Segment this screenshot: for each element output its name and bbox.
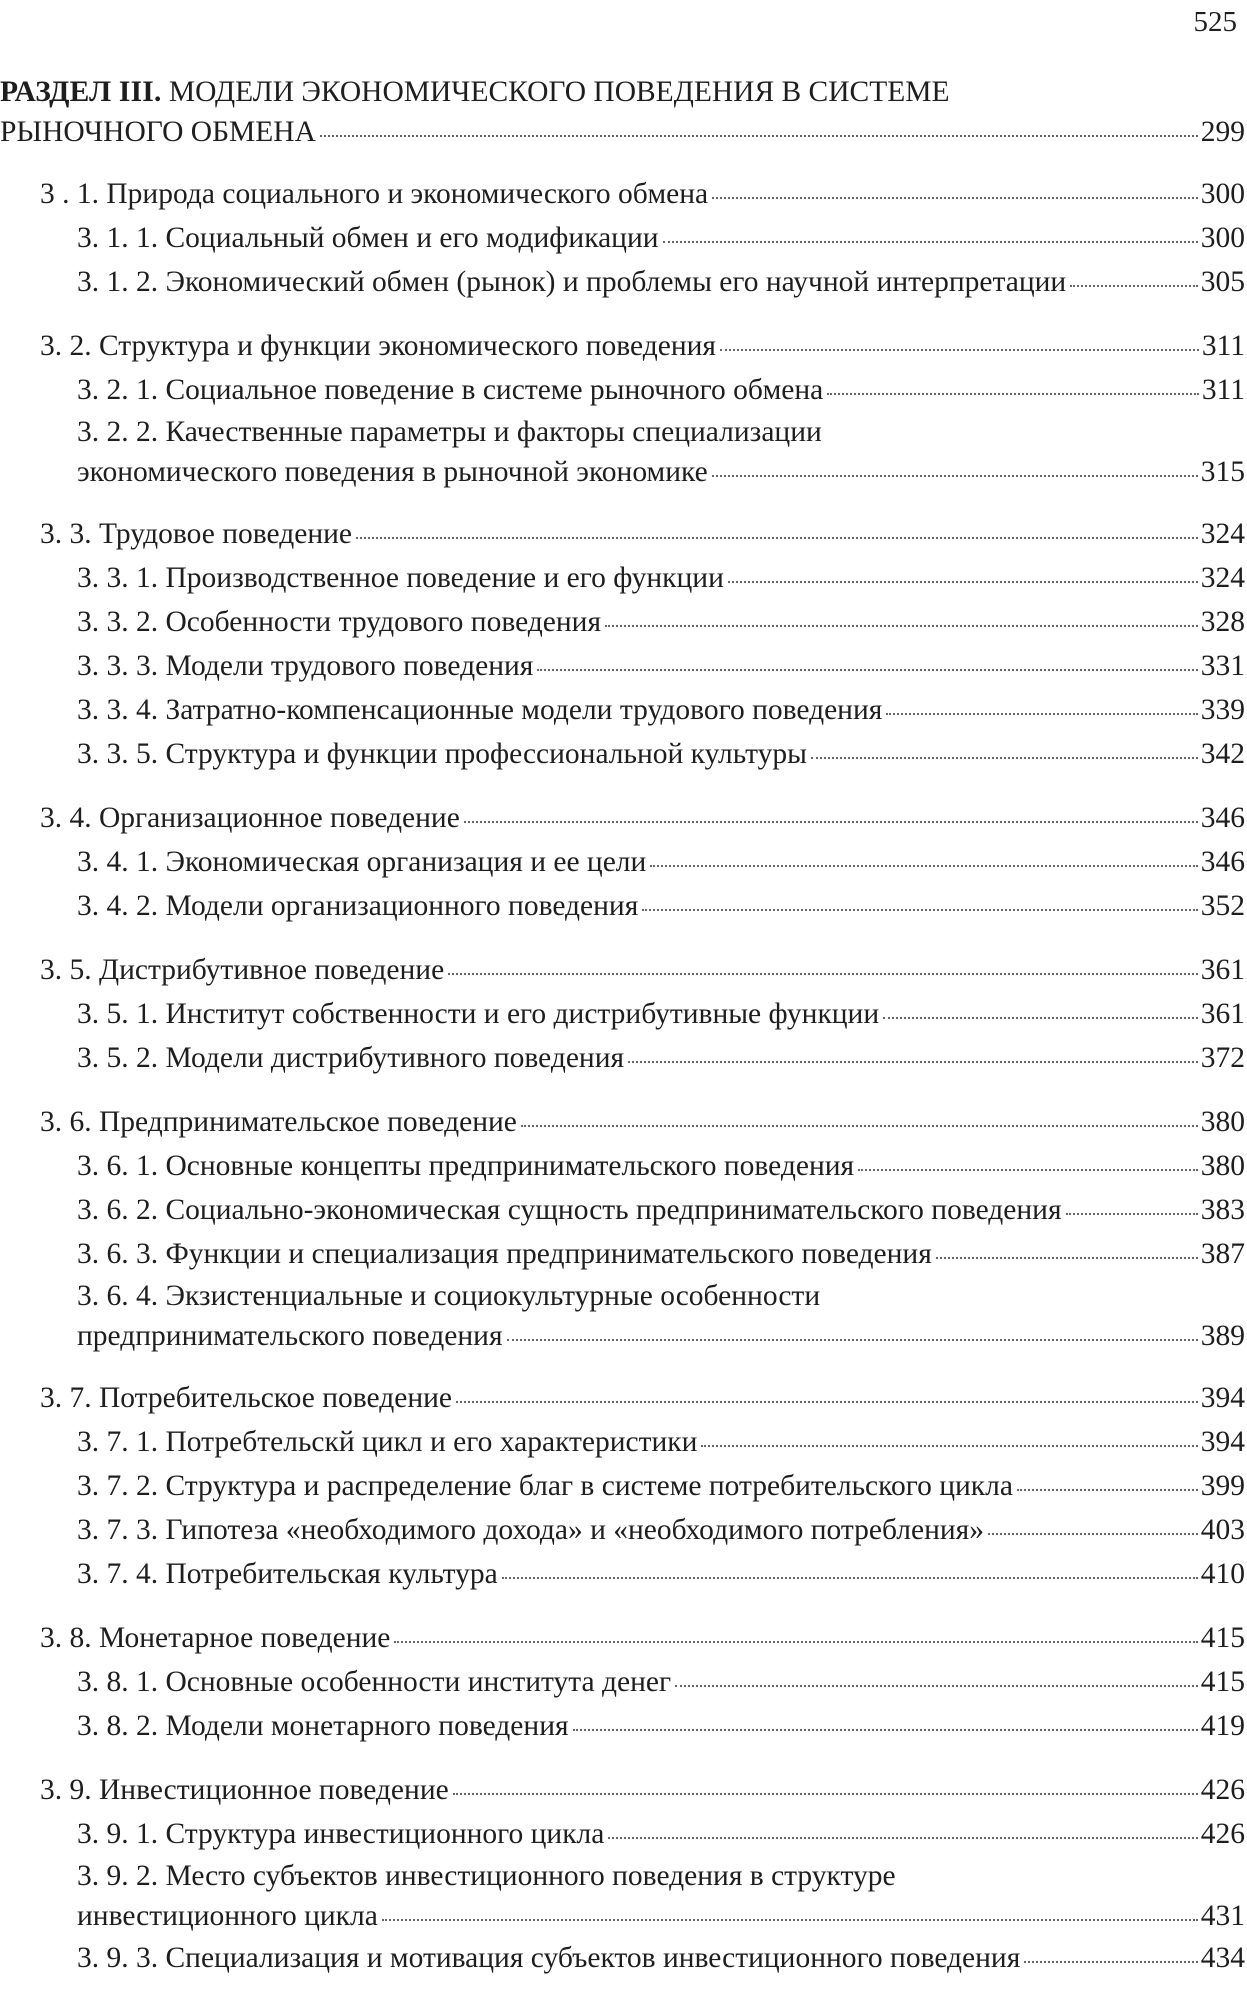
dot-leader [650, 865, 1197, 867]
toc-subsection-entry[interactable] [0, 1188, 1245, 1232]
entry-title: 3. 4. Организационное поведение [40, 802, 460, 834]
entry-title: 3. 3. 5. Структура и функции профессиональной культуры [77, 738, 807, 770]
dot-leader [573, 1729, 1198, 1731]
toc-subsection-entry[interactable] [0, 1464, 1245, 1508]
dot-leader [464, 821, 1198, 823]
entry-title: 3. 9. 3. Специализация и мотивация субъектов инвестиционного поведения [77, 1942, 1021, 1974]
entry-title: 3. 7. 4. Потребительская культура [77, 1558, 498, 1590]
dot-leader [811, 757, 1198, 759]
entry-title: 3. 8. Монетарное поведение [40, 1622, 391, 1654]
dot-leader [605, 625, 1198, 627]
entry-page-number: 315 [1200, 456, 1245, 488]
toc-subsection-entry[interactable] [0, 1552, 1245, 1596]
entry-title-line1: 3. 6. 4. Экзистенциальные и социокультурные особенности [77, 1280, 821, 1312]
entry-page-number: 380 [1200, 1106, 1245, 1138]
entry-page-number: 415 [1200, 1622, 1245, 1654]
entry-page-number: 346 [1200, 802, 1245, 834]
entry-title-line2: предпринимательского поведения [77, 1320, 503, 1352]
entry-title-line1: 3. 2. 2. Качественные параметры и факторы специализации [77, 416, 822, 448]
entry-page-number: 339 [1200, 694, 1245, 726]
entry-title: 3. 5. 2. Модели дистрибутивного поведения [77, 1042, 625, 1074]
toc-subsection-entry[interactable] [0, 1276, 1245, 1356]
entry-title: 3. 7. Потребительское поведение [40, 1382, 452, 1414]
toc-group [0, 1768, 1245, 1980]
toc-subsection-entry[interactable] [0, 412, 1245, 492]
page-number: 525 [1193, 6, 1237, 38]
entry-title: 3. 6. Предпринимательское поведение [40, 1106, 517, 1138]
toc-subsection-entry[interactable] [0, 368, 1245, 412]
toc-chapter-entry[interactable] [0, 1768, 1245, 1812]
toc-subsection-entry[interactable] [0, 992, 1245, 1036]
entry-title-line2: экономического поведения в рыночной экономике [77, 456, 708, 488]
entry-title: 3 . 1. Природа социального и экономического обмена [40, 178, 709, 210]
entry-title: 3. 4. 1. Экономическая организация и ее цели [77, 846, 647, 878]
toc-subsection-entry[interactable] [0, 884, 1245, 928]
dot-leader [675, 1685, 1198, 1687]
toc-chapter-entry[interactable] [0, 948, 1245, 992]
entry-page-number: 415 [1200, 1666, 1245, 1698]
dot-leader [1017, 1489, 1198, 1491]
toc-group [0, 796, 1245, 928]
toc-subsection-entry[interactable] [0, 1144, 1245, 1188]
toc-subsection-entry[interactable] [0, 688, 1245, 732]
entry-title: 3. 5. Дистрибутивное поведение [40, 954, 445, 986]
entry-page-number: 311 [1201, 330, 1245, 362]
toc-group [0, 948, 1245, 1080]
toc-subsection-entry[interactable] [0, 1420, 1245, 1464]
toc-subsection-entry[interactable] [0, 1704, 1245, 1748]
entry-title: 3. 4. 2. Модели организационного поведения [77, 890, 639, 922]
entry-title: 3. 3. 4. Затратно-компенсационные модели трудового поведения [77, 694, 883, 726]
entry-page-number: 387 [1200, 1238, 1245, 1270]
dot-leader [701, 1445, 1197, 1447]
dot-leader [1066, 1213, 1198, 1215]
dot-leader [1070, 285, 1198, 287]
entry-title: 3. 5. 1. Институт собственности и его дистрибутивные функции [77, 998, 880, 1030]
dot-leader [728, 581, 1198, 583]
entry-title: 3. 3. Трудовое поведение [40, 518, 352, 550]
section-label: РАЗДЕЛ III. [0, 76, 162, 108]
dot-leader [320, 135, 1198, 137]
toc-chapter-entry[interactable] [0, 1616, 1245, 1660]
entry-page-number: 300 [1200, 222, 1245, 254]
toc-group [0, 172, 1245, 304]
entry-title: 3. 2. 1. Социальное поведение в системе рыночного обмена [77, 374, 824, 406]
entry-page-number: 426 [1200, 1774, 1245, 1806]
entry-title: 3. 6. 1. Основные концепты предпринимательского поведения [77, 1150, 855, 1182]
toc-subsection-entry[interactable] [0, 216, 1245, 260]
dot-leader [712, 197, 1198, 199]
dot-leader [537, 669, 1197, 671]
toc-chapter-entry[interactable] [0, 1100, 1245, 1144]
entry-page-number: 324 [1200, 562, 1245, 594]
entry-title-line1: 3. 9. 2. Место субъектов инвестиционного поведения в структуре [77, 1860, 896, 1892]
toc-subsection-entry[interactable] [0, 732, 1245, 776]
dot-leader [886, 713, 1197, 715]
entry-page-number: 342 [1200, 738, 1245, 770]
toc-subsection-entry[interactable] [0, 260, 1245, 304]
entry-title: 3. 2. Структура и функции экономического поведения [40, 330, 716, 362]
dot-leader [521, 1125, 1198, 1127]
entry-page-number: 403 [1200, 1514, 1245, 1546]
toc-subsection-entry[interactable] [0, 1232, 1245, 1276]
entry-page-number: 419 [1200, 1710, 1245, 1742]
entry-title: 3. 6. 3. Функции и специализация предпринимательского поведения [77, 1238, 932, 1270]
dot-leader [988, 1533, 1198, 1535]
toc-subsection-entry[interactable] [0, 1660, 1245, 1704]
dot-leader [456, 1401, 1198, 1403]
entry-title-line2: инвестиционного цикла [77, 1900, 378, 1932]
toc-group [0, 1100, 1245, 1356]
entry-title: 3. 8. 1. Основные особенности института денег [77, 1666, 672, 1698]
toc-subsection-entry[interactable] [0, 644, 1245, 688]
toc-chapter-entry[interactable] [0, 1376, 1245, 1420]
toc-subsection-entry[interactable] [0, 1812, 1245, 1856]
section-page: 299 [1200, 116, 1245, 148]
dot-leader [507, 1339, 1198, 1341]
entry-page-number: 328 [1200, 606, 1245, 638]
dot-leader [642, 909, 1197, 911]
dot-leader [827, 393, 1199, 395]
table-of-contents [0, 72, 1245, 1980]
dot-leader [712, 475, 1198, 477]
entry-title: 3. 9. Инвестиционное поведение [40, 1774, 449, 1806]
entry-page-number: 394 [1200, 1426, 1245, 1458]
entry-page-number: 426 [1200, 1818, 1245, 1850]
entry-title: 3. 7. 1. Потребтельскй цикл и его характеристики [77, 1426, 698, 1458]
dot-leader [382, 1919, 1198, 1921]
entry-page-number: 311 [1201, 374, 1245, 406]
section-title-line2: РЫНОЧНОГО ОБМЕНА [0, 116, 316, 148]
dot-leader [1024, 1961, 1197, 1963]
dot-leader [663, 241, 1198, 243]
dot-leader [883, 1017, 1198, 1019]
entry-title: 3. 6. 2. Социально-экономическая сущность предпринимательского поведения [77, 1194, 1062, 1226]
toc-chapter-entry[interactable] [0, 324, 1245, 368]
toc-chapter-entry[interactable] [0, 512, 1245, 556]
entry-page-number: 389 [1200, 1320, 1245, 1352]
entry-title: 3. 1. 1. Социальный обмен и его модификации [77, 222, 659, 254]
dot-leader [448, 973, 1198, 975]
entry-page-number: 361 [1200, 998, 1245, 1030]
dot-leader [720, 349, 1199, 351]
entry-page-number: 394 [1200, 1382, 1245, 1414]
toc-group [0, 324, 1245, 492]
entry-page-number: 324 [1200, 518, 1245, 550]
entry-title: 3. 3. 2. Особенности трудового поведения [77, 606, 602, 638]
toc-group [0, 1616, 1245, 1748]
entry-page-number: 380 [1200, 1150, 1245, 1182]
entry-page-number: 331 [1200, 650, 1245, 682]
toc-subsection-entry[interactable] [0, 1036, 1245, 1080]
entry-page-number: 305 [1200, 266, 1245, 298]
entry-page-number: 372 [1200, 1042, 1245, 1074]
entry-page-number: 383 [1200, 1194, 1245, 1226]
entry-title: 3. 9. 1. Структура инвестиционного цикла [77, 1818, 605, 1850]
entry-page-number: 361 [1200, 954, 1245, 986]
entry-page-number: 346 [1200, 846, 1245, 878]
entry-title: 3. 3. 3. Модели трудового поведения [77, 650, 534, 682]
section-title-line1: МОДЕЛИ ЭКОНОМИЧЕСКОГО ПОВЕДЕНИЯ В СИСТЕМЕ [161, 76, 950, 108]
dot-leader [608, 1837, 1197, 1839]
entry-page-number: 434 [1200, 1942, 1245, 1974]
toc-subsection-entry[interactable] [0, 1508, 1245, 1552]
entry-title: 3. 7. 3. Гипотеза «необходимого дохода» и «необходимого потребления» [77, 1514, 984, 1546]
entry-title: 3. 3. 1. Производственное поведение и его функции [77, 562, 724, 594]
toc-subsection-entry[interactable] [0, 1856, 1245, 1936]
entry-title: 3. 1. 2. Экономический обмен (рынок) и проблемы его научной интерпретации [77, 266, 1067, 298]
dot-leader [936, 1257, 1198, 1259]
toc-subsection-entry[interactable] [0, 556, 1245, 600]
dot-leader [453, 1793, 1198, 1795]
section-title [0, 72, 1245, 152]
entry-page-number: 431 [1200, 1900, 1245, 1932]
dot-leader [356, 537, 1198, 539]
toc-chapter-entry[interactable] [0, 172, 1245, 216]
dot-leader [502, 1577, 1198, 1579]
toc-chapter-entry[interactable] [0, 796, 1245, 840]
entry-title: 3. 8. 2. Модели монетарного поведения [77, 1710, 569, 1742]
toc-group [0, 1376, 1245, 1596]
entry-page-number: 352 [1200, 890, 1245, 922]
toc-subsection-entry[interactable] [0, 600, 1245, 644]
toc-subsection-entry[interactable] [0, 840, 1245, 884]
dot-leader [394, 1641, 1197, 1643]
toc-group [0, 512, 1245, 776]
dot-leader [858, 1169, 1198, 1171]
dot-leader [628, 1061, 1198, 1063]
toc-subsection-entry[interactable] [0, 1936, 1245, 1980]
entry-page-number: 399 [1200, 1470, 1245, 1502]
entry-title: 3. 7. 2. Структура и распределение благ в системе потребительского цикла [77, 1470, 1013, 1502]
entry-page-number: 300 [1200, 178, 1245, 210]
entry-page-number: 410 [1200, 1558, 1245, 1590]
